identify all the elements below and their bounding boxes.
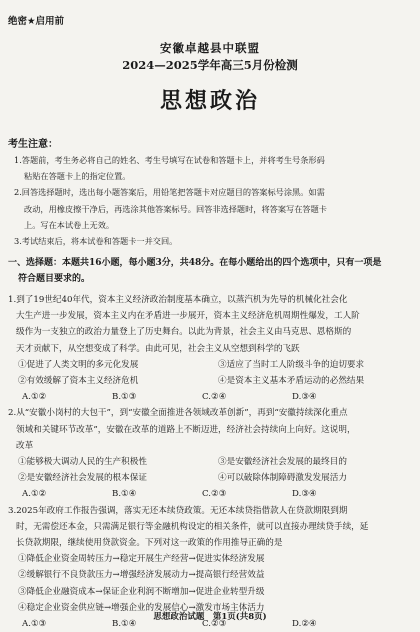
notice-line: 粘贴在答题卡上的指定位置。 xyxy=(24,171,131,182)
choice: D.③④ xyxy=(292,392,317,403)
exam-name: 2024—2025学年高三5月份检测 xyxy=(122,58,298,72)
secret-label: 绝密★启用前 xyxy=(8,16,65,27)
question-line: 级作为一支独立的政治力量登上了历史舞台。以此为背景，社会主义由马克思、恩格斯的 xyxy=(16,327,352,338)
choice: D.③④ xyxy=(292,489,317,500)
choice: D.②④ xyxy=(292,619,317,630)
question-line: 改革 xyxy=(16,440,34,451)
org-name: 安徽卓越县中联盟 xyxy=(160,41,260,55)
notice-item xyxy=(14,233,412,249)
question-list xyxy=(8,292,414,632)
question-line: 大生产进一步发展，资本主义内在矛盾进一步展开，资本主义经济危机周期性爆发，工人阶 xyxy=(16,311,360,322)
notice-line: 2.回答选择题时，选出每小题答案后，用铅笔把答题卡对应题目的答案标号涂黑。如需 xyxy=(14,187,325,198)
option: ④可以破除体制障碍激发发展活力 xyxy=(218,473,347,484)
notice-line: 改动，用橡皮擦干净后，再选涂其他答案标号。回答非选择题时，将答案写在答题卡 xyxy=(24,203,327,214)
subject-title: 思想政治 xyxy=(159,88,260,114)
notice-line: 上。写在本试卷上无效。 xyxy=(24,219,115,230)
question-2 xyxy=(8,405,414,502)
question-line: 天才贡献下，从空想变成了科学。由此可见，社会主义从空想到科学的飞跃 xyxy=(16,343,300,354)
choice: C.②③ xyxy=(202,619,227,630)
question-line: 1.到了19世纪40年代，资本主义经济政治制度基本确立，以蒸汽机为先导的机械化社会化 xyxy=(8,295,348,305)
option-row xyxy=(8,357,414,373)
option: ①降低企业资金周转压力→稳定开展生产经营→促进实体经济发展 xyxy=(18,554,265,565)
choice-row xyxy=(8,389,414,405)
notice-list xyxy=(14,152,412,249)
notice-line: 3.考试结束后，将本试卷和答题卡一并交回。 xyxy=(14,236,178,247)
question-line: 3.2025年政府工作报告强调，落实无还本续贷政策。无还本续贷指借款人在贷款期限到期 xyxy=(8,505,348,516)
section-line: 符合题目要求的。 xyxy=(18,274,91,284)
page-footer: 思想政治试题 第1页(共8页) xyxy=(153,612,267,622)
notice-line: 1.答题前，考生务必将自己的姓名、考生号填写在试卷和答题卡上，并将考生号条形码 xyxy=(14,155,325,165)
notice-heading: 考生注意： xyxy=(8,139,58,150)
option: ②是安徽经济社会发展的根本保证 xyxy=(18,473,147,484)
option: ④稳定企业资金供应链→增强企业的发展信心→激发市场主体活力 xyxy=(18,602,265,613)
option-row xyxy=(8,373,414,389)
section-line: 一、选择题：本题共16小题，每小题3分，共48分。在每小题给出的四个选项中，只有一项是 xyxy=(8,258,382,268)
choice: C.②③ xyxy=(202,489,227,500)
question-line: 长贷款期限，继续使用贷款资金。下列对这一政策的作用推导正确的是 xyxy=(16,538,283,549)
option: ③是安徽经济社会发展的最终目的 xyxy=(218,457,347,468)
notice-item xyxy=(14,152,412,184)
question-1 xyxy=(8,292,414,405)
question-line: 2.从“安徽小岗村的大包干”，到“安徽全面推进各领域改革创新”，再到“安徽持续深化重点 xyxy=(8,408,348,419)
option: ③降低企业融资成本→保证企业利润不断增加→促进企业转型升级 xyxy=(18,586,265,597)
question-line: 领域和关键环节改革”，安徽在改革的道路上不断迈进，经济社会持续向上向好。这说明， xyxy=(16,424,356,435)
choice: B.①③ xyxy=(112,392,137,403)
question-line: 时，无需偿还本金，只需满足银行等金融机构设定的相关条件，就可以直接办理续贷手续，延 xyxy=(16,521,369,532)
option: ②有效缓解了资本主义经济危机 xyxy=(18,376,139,387)
choice-row xyxy=(8,486,414,502)
option: ②缓解银行不良贷款压力→增强经济发展动力→提高银行经营效益 xyxy=(18,570,265,581)
option: ③适应了当时工人阶级斗争的迫切要求 xyxy=(218,359,365,370)
choice: A.①③ xyxy=(22,619,47,630)
option: ④是资本主义基本矛盾运动的必然结果 xyxy=(218,376,365,387)
option-row xyxy=(8,470,414,486)
choice: B.①④ xyxy=(112,619,137,630)
notice-item xyxy=(14,184,412,233)
choice: C.②④ xyxy=(202,392,227,403)
choice: A.①② xyxy=(22,392,47,403)
choice: B.①④ xyxy=(112,489,137,500)
section-heading xyxy=(8,255,414,287)
option: ①促进了人类文明的多元化发展 xyxy=(18,359,139,370)
option: ①能够极大调动人民的生产积极性 xyxy=(18,457,147,468)
choice: A.①② xyxy=(22,489,47,500)
option-row xyxy=(8,454,414,470)
